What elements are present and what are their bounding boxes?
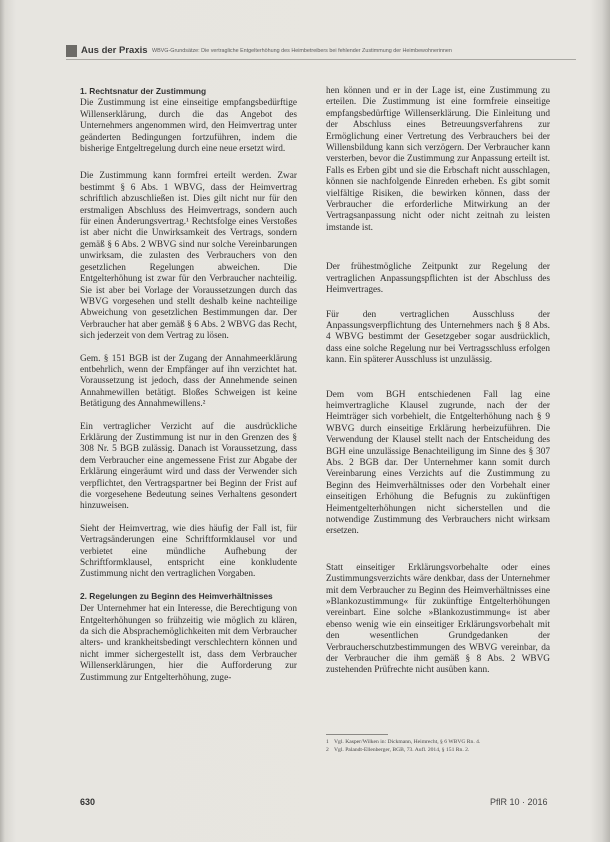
- footnote-text: Vgl. Palandt-Ellenberger, BGB, 73. Aufl. 2014, § 151 Rn. 2.: [334, 747, 470, 753]
- footnotes: [326, 738, 550, 754]
- header-divider: [66, 59, 576, 60]
- section-label: Aus der Praxis: [81, 45, 148, 56]
- body-paragraph: hen können und er in der Lage ist, eine Zustimmung zu erteilen. Die Zustimmung ist eine formfreie einseitige empfangsbedürftige Willenserklärung. Die Einleitung und der Abschluss eines Betreuungsverfahrens zur Ermöglichung einer Vertretung des Verbrauchers bei der Willensbildung kann sich verzögern. Der Verbraucher kann versterben, bevor die Zustimmung zur Anpassung erteilt ist. Falls es Erben gibt und sie die Erbschaft nicht ausschlagen, können sie nachfolgende Einreden erheben. Es gibt somit vielfältige Risiken, die bewirken können, dass der Verbraucher die erforderliche Mitwirkung an der Vertragsanpassung nicht oder nicht zeitnah zu leisten imstande ist.: [326, 86, 550, 233]
- footnote-number: 1: [326, 739, 329, 745]
- footnote: [326, 746, 550, 754]
- body-paragraph: Sieht der Heimvertrag, wie dies häufig der Fall ist, für Vertragsänderungen eine Schriftformklausel vor und verbietet eine mündliche Aufhebung der Schriftformklausel, entspricht eine konkludente Zustimmung nicht den vertraglichen Vorgaben.: [80, 523, 297, 580]
- body-paragraph: Die Zustimmung ist eine einseitige empfangsbedürftige Willenserklärung, durch die das Angebot des Unternehmers angenommen wird, den Heimvertrag unter geänderten Bedingungen fortzuführen, indem die bisherige Entgeltregelung durch eine neue ersetzt wird.: [80, 98, 297, 155]
- page-number: 630: [80, 797, 96, 807]
- body-paragraph: Gem. § 151 BGB ist der Zugang der Annahmeerklärung entbehrlich, wenn der Empfänger auf ihn verzichtet hat. Voraussetzung ist jedoch, dass der Annehmende seinen Annahmewillen betätigt. Bloßes Schweigen ist keine Betätigung des Annahmewillens.²: [80, 353, 297, 410]
- footnote: [326, 738, 550, 746]
- body-paragraph: Für den vertraglichen Ausschluss der Anpassungsverpflichtung des Unternehmers nach § 8 Abs. 4 WBVG bestimmt der Gesetzgeber sogar ausdrücklich, dass eine solche Regelung nur bei Vertragsschluss erfolgen kann. Ein späterer Ausschluss ist unzulässig.: [326, 309, 550, 366]
- body-paragraph: Dem vom BGH entschiedenen Fall lag eine heimvertragliche Klausel zugrunde, nach der der Heimträger sich vorbehielt, die Entgelterhöhung nach § 9 WBVG durch einseitige Erklärung herbeizuführen. Die Verwendung der Klausel stellt nach der Entscheidung des BGH eine unzulässige Benachteiligung im Sinne des § 307 Abs. 2 BGB dar. Der Unternehmer kann somit durch Vereinbarung eines Verzichts auf die Zustimmung zu Beginn des Heimverhältnisses oder den Vorbehalt einer einseitigen Erhöhung die Befugnis zu zukünftigen Heimentgelterhöhungen nicht sicherstellen und die notwendige Zustimmung des Verbrauchers nicht wirksam ersetzen.: [326, 389, 550, 537]
- body-paragraph: Die Zustimmung kann formfrei erteilt werden. Zwar bestimmt § 6 Abs. 1 WBVG, dass der Heimvertrag schriftlich abzuschließen ist. Dies gilt nicht nur für den erstmaligen Abschluss des Heimvertrags, sondern auch für einen Änderungsvertrag.¹ Rechtsfolge eines Verstoßes ist aber nicht die Unwirksamkeit des Vertrags, sondern gemäß § 6 Abs. 2 WBVG sind nur solche Vereinbarungen unwirksam, die zulasten des Verbrauchers von den gesetzlichen Regelungen abweichen. Die Entgelterhöhung ist zwar für den Verbraucher nachteilig. Sie ist aber bei Vorlage der Voraussetzungen durch das WBVG vorgesehen und stellt deshalb keine nachteilige Abweichung von gesetzlichen Bestimmungen dar. Der Verbraucher hat aber gemäß § 6 Abs. 2 WBVG das Recht, sich jederzeit von dem Vertrag zu lösen.: [80, 171, 297, 342]
- section-heading: 2. Regelungen zu Beginn des Heimverhältnisses: [80, 590, 273, 601]
- body-paragraph: Der Unternehmer hat ein Interesse, die Berechtigung von Entgelterhöhungen so frühzeitig wie möglich zu klären, da sich die Absprachemöglichkeiten mit dem Verbraucher alters- und krankheitsbedingt verschlechtern können und nicht immer sichergestellt ist, dass dem Verbraucher Willenserklärungen, hier die Aufforderung zur Zustimmung zur Entgelterhöhung, zuge-: [80, 604, 297, 683]
- body-paragraph: Der frühestmögliche Zeitpunkt zur Regelung der vertraglichen Anpassungspflichten ist der Abschluss des Heimvertrages.: [326, 262, 550, 296]
- body-paragraph: Statt einseitiger Erklärungsvorbehalte oder eines Zustimmungsverzichts wäre denkbar, dass der Unternehmer mit dem Verbraucher zu Beginn des Heimverhältnisses eine »Blankozustimmung« für zukünftige Entgelterhöhungen vereinbart. Eine solche »Blankozustimmung« ist aber ebenso wenig wie ein einseitiger Erklärungsvorbehalt mit den wesentlichen Grundgedanken der Verbraucherschutzbestimmungen des WBVG vereinbar, da der Verbraucher die ihm gemäß § 8 Abs. 2 WBVG zustehenden Prüfrechte nicht ausüben kann.: [326, 562, 550, 676]
- header-subtitle: WBVG-Grundsätze: Die vertragliche Entgelterhöhung des Heimbetreibers bei fehlender Zustimmung der Heimbewohnerinnen: [152, 48, 452, 54]
- right-column: [326, 86, 550, 677]
- footnote-text: Vgl. Kasper/Wilken in: Dickmann, Heimrecht, § 6 WBVG Rn. 4.: [334, 739, 481, 745]
- square-marker-icon: [66, 45, 77, 57]
- left-column: [80, 86, 297, 684]
- footnote-divider: [326, 734, 388, 735]
- body-paragraph: Ein vertraglicher Verzicht auf die ausdrückliche Erklärung der Zustimmung ist nur in den Grenzen des § 308 Nr. 5 BGB zulässig. Danach ist Voraussetzung, dass dem Verbraucher eine angemessene Frist zur Abgabe der Erklärung eingeräumt wird und dass der Verwender sich verpflichtet, den Vertragspartner bei Beginn der Frist auf die vorgesehene Bedeutung seines Verhaltens gesondert hinzuweisen.: [80, 421, 297, 512]
- journal-issue: PflR 10 · 2016: [490, 797, 548, 807]
- section-heading: 1. Rechtsnatur der Zustimmung: [80, 86, 207, 96]
- footnote-number: 2: [326, 747, 329, 753]
